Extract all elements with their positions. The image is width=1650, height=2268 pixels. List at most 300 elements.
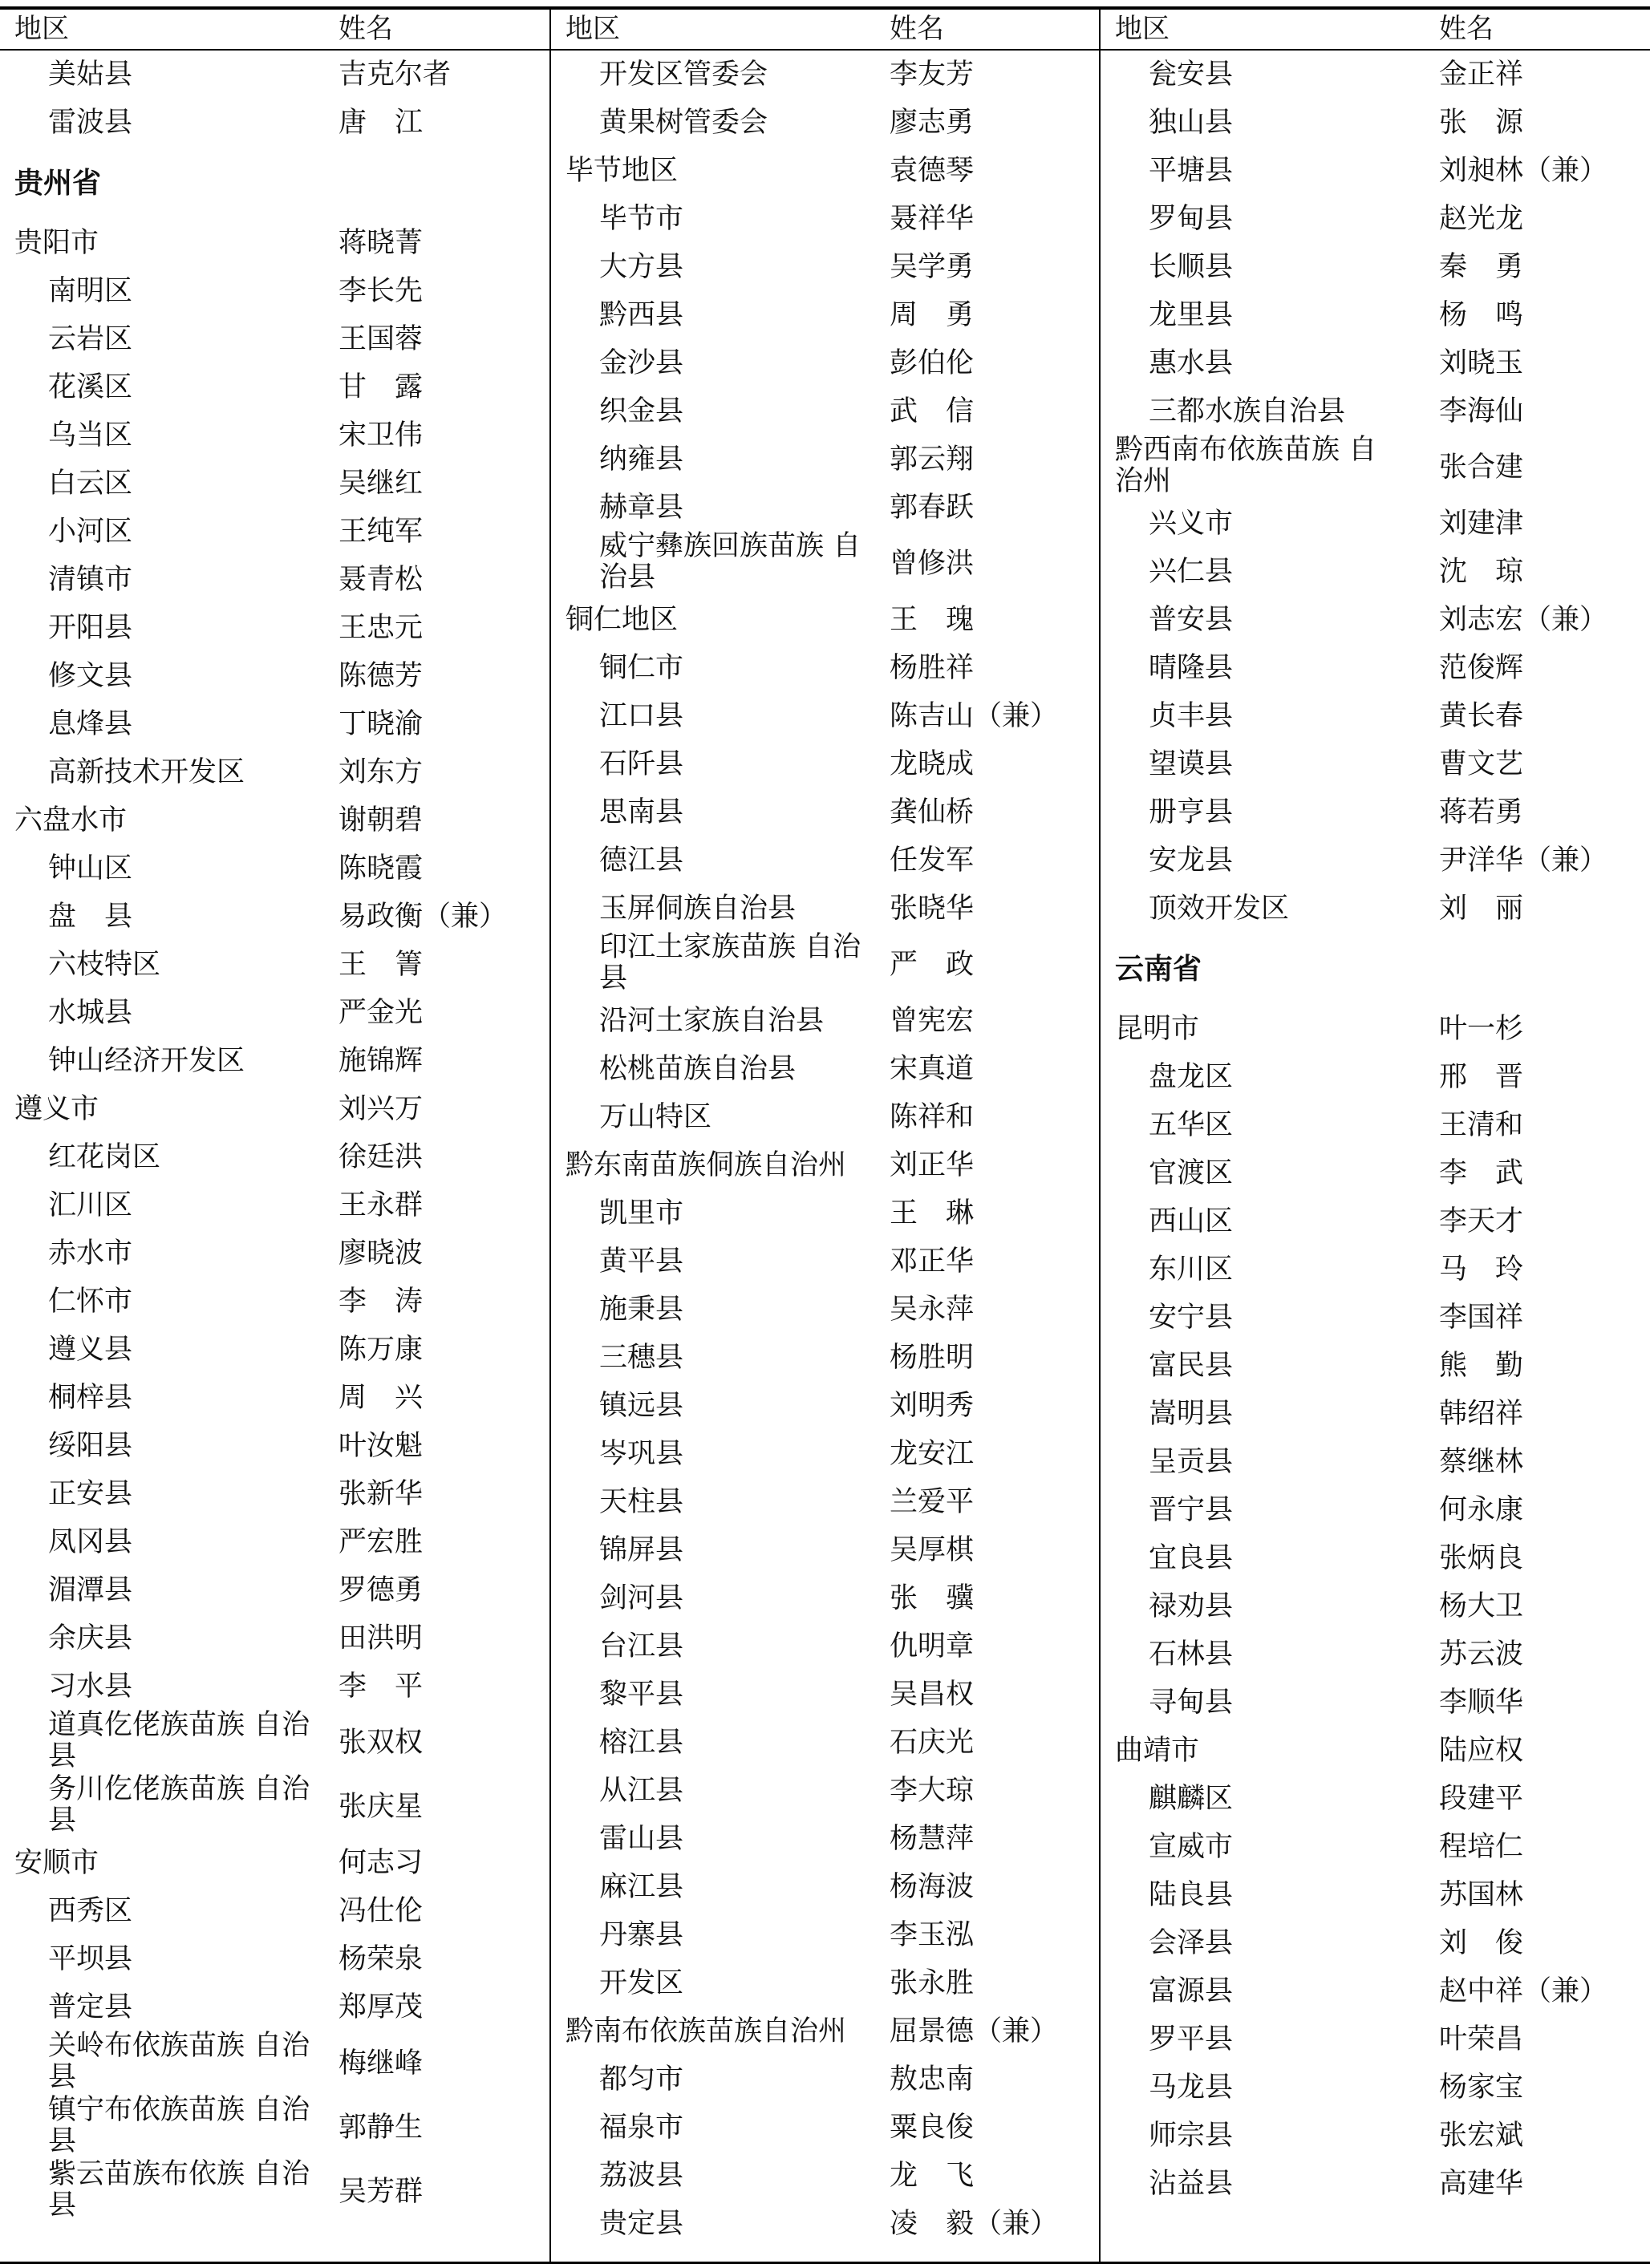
region-cell: 赫章县 [599,492,684,524]
name-cell: 杨海波 [890,1871,975,1903]
region-cell: 望谟县 [1149,748,1234,780]
name-cell: 马 玲 [1439,1253,1524,1286]
table-row [551,996,1101,1044]
table-row [1101,242,1650,290]
name-cell: 粟良俊 [890,2112,975,2144]
column-rows [0,50,549,2223]
table-row [0,1229,549,1277]
table-row [0,651,549,699]
name-cell: 李玉泓 [890,1919,975,1951]
region-cell: 三都水族自治县 [1149,395,1346,427]
name-cell: 王 箐 [339,949,424,981]
region-cell: 凤冈县 [48,1526,133,1558]
table-row [0,1036,549,1084]
table-row [0,2031,549,2095]
name-cell: 宋卫伟 [339,419,424,452]
region-cell: 盘龙区 [1149,1061,1234,1093]
region-cell: 禄劝县 [1149,1590,1234,1622]
table-row [1101,739,1650,788]
name-cell: 李顺华 [1439,1687,1524,1719]
name-cell: 仇明章 [890,1630,975,1663]
region-cell: 罗平县 [1149,2023,1234,2055]
name-cell: 吉克尔者 [339,59,452,91]
table-row [0,1710,549,1774]
table-row [1101,1533,1650,1582]
region-cell: 黔西县 [599,299,684,331]
name-cell: 王永群 [339,1189,424,1221]
table-row [551,2199,1101,2247]
region-cell: 花溪区 [48,371,133,403]
name-cell: 吴学勇 [890,251,975,283]
name-cell: 李天才 [1439,1205,1524,1237]
region-cell: 岑巩县 [599,1438,684,1470]
table-row [1101,2015,1650,2063]
table-row [0,1662,549,1710]
table-row [0,1084,549,1132]
region-cell: 余庆县 [48,1622,133,1654]
name-cell: 田洪明 [339,1622,424,1654]
table-row [551,691,1101,739]
name-cell: 杨荣泉 [339,1943,424,1975]
table-row [551,1958,1101,2007]
name-cell: 叶荣昌 [1439,2023,1524,2055]
region-cell: 剑河县 [599,1582,684,1614]
name-cell: 周 勇 [890,299,975,331]
region-cell: 普安县 [1149,604,1234,636]
region-cell: 黔东南苗族侗族自治州 [566,1149,847,1181]
region-cell: 纳雍县 [599,443,684,476]
table-row [0,314,549,362]
region-cell: 正安县 [48,1478,133,1510]
region-cell: 南明区 [48,275,133,307]
region-cell: 西山区 [1149,1205,1234,1237]
region-cell: 德江县 [599,844,684,877]
name-cell: 王 瑰 [890,604,975,636]
region-cell: 黔南布依族苗族自治州 [566,2015,847,2047]
name-cell: 刘建津 [1439,508,1524,540]
province-heading-row [1101,932,1650,1004]
region-cell: 织金县 [599,395,684,427]
table-row [0,1373,549,1421]
region-cell: 遵义市 [14,1093,99,1125]
name-cell: 高建华 [1439,2168,1524,2200]
name-cell: 李海仙 [1439,395,1524,427]
name-cell: 吴厚棋 [890,1534,975,1566]
name-cell: 唐 江 [339,107,424,139]
name-cell: 吴继红 [339,468,424,500]
table-row [551,836,1101,884]
region-cell: 会泽县 [1149,1927,1234,1959]
name-cell: 刘 丽 [1439,893,1524,925]
region-cell: 松桃苗族自治县 [599,1053,797,1085]
name-cell: 段建平 [1439,1783,1524,1815]
table-row [0,1277,549,1325]
region-cell: 修文县 [48,660,133,692]
table-row [551,435,1101,483]
name-cell: 杨慧萍 [890,1823,975,1855]
region-cell: 锦屏县 [599,1534,684,1566]
name-cell: 龙 飞 [890,2160,975,2192]
name-cell: 苏云波 [1439,1638,1524,1671]
column-header [0,10,549,48]
table-row [0,555,549,603]
region-cell: 安顺市 [14,1847,99,1879]
region-cell: 雷山县 [599,1823,684,1855]
region-cell: 西秀区 [48,1895,133,1927]
region-cell: 马龙县 [1149,2072,1234,2104]
region-cell: 罗甸县 [1149,203,1234,235]
name-cell: 陈祥和 [890,1101,975,1133]
name-cell: 严宏胜 [339,1526,424,1558]
region-cell: 息烽县 [48,708,133,740]
name-cell: 陈吉山（兼） [890,700,1059,732]
table-row [551,1333,1101,1381]
name-cell: 刘志宏（兼） [1439,604,1608,636]
region-cell: 都匀市 [599,2063,684,2096]
region-cell: 钟山区 [48,853,133,885]
region-cell: 福泉市 [599,2112,684,2144]
column-header [551,10,1101,48]
table-row [551,2055,1101,2103]
region-cell: 红花岗区 [48,1141,161,1173]
region-cell: 石林县 [1149,1638,1234,1671]
region-cell: 赤水市 [48,1237,133,1270]
region-cell: 天柱县 [599,1486,684,1518]
table-row [0,892,549,940]
name-cell: 曹文艺 [1439,748,1524,780]
table-row [0,2159,549,2223]
table-row [551,1525,1101,1573]
region-cell: 瓮安县 [1149,59,1234,91]
table-row [0,844,549,892]
region-cell: 黄平县 [599,1245,684,1278]
name-cell: 徐廷洪 [339,1141,424,1173]
table-row [551,531,1101,595]
table-row [1101,1822,1650,1870]
table-row [1101,1197,1650,1245]
table-row [1101,1437,1650,1485]
table-row [0,1517,549,1565]
header-region: 地区 [566,13,620,45]
table-row [0,266,549,314]
table-row [551,788,1101,836]
table-row [551,739,1101,788]
name-cell: 刘正华 [890,1149,975,1181]
region-cell: 凯里市 [599,1197,684,1229]
table-row [0,603,549,651]
region-cell: 麒麟区 [1149,1783,1234,1815]
name-cell: 宋真道 [890,1053,975,1085]
table-row [551,1622,1101,1670]
column-rows [1101,50,1650,2207]
table-row [551,1814,1101,1862]
region-cell: 铜仁市 [599,652,684,684]
name-cell: 彭伯伦 [890,347,975,379]
name-cell: 李国祥 [1439,1302,1524,1334]
table-row [551,242,1101,290]
table-row [551,1092,1101,1140]
name-cell: 刘兴万 [339,1093,424,1125]
table-row [0,1421,549,1469]
region-cell: 云岩区 [48,323,133,355]
name-cell: 陈德芳 [339,660,424,692]
region-cell: 沾益县 [1149,2168,1234,2200]
region-cell: 遵义县 [48,1334,133,1366]
table-row [1101,1726,1650,1774]
table-row [1101,1870,1650,1918]
name-cell: 曾修洪 [890,548,975,580]
region-cell: 台江县 [599,1630,684,1663]
name-cell: 甘 露 [339,371,424,403]
table-row [1101,146,1650,194]
name-cell: 任发军 [890,844,975,877]
table-row [1101,2159,1650,2207]
header-name: 姓名 [339,13,393,45]
name-cell: 韩绍祥 [1439,1398,1524,1430]
region-cell: 平塘县 [1149,155,1234,187]
region-cell: 印江土家族苗族 自治县 [599,931,861,994]
name-cell: 王 琳 [890,1197,975,1229]
name-cell: 张 骥 [890,1582,975,1614]
table-row [551,2151,1101,2199]
name-cell: 何永康 [1439,1494,1524,1526]
name-cell: 郭静生 [339,2112,424,2144]
region-cell: 顶效开发区 [1149,893,1290,925]
table-row [1101,1004,1650,1052]
table-row [1101,691,1650,739]
name-cell: 苏国林 [1439,1879,1524,1911]
region-cell: 从江县 [599,1775,684,1807]
table-row [551,884,1101,932]
region-cell: 关岭布依族苗族 自治县 [48,2030,310,2093]
table-row [0,1886,549,1934]
name-cell: 郭云翔 [890,443,975,476]
region-cell: 安宁县 [1149,1302,1234,1334]
region-cell: 湄潭县 [48,1574,133,1606]
region-cell: 道真仡佬族苗族 自治县 [48,1709,310,1772]
name-cell: 杨家宝 [1439,2072,1524,2104]
table-row [0,1774,549,1838]
name-cell: 王纯军 [339,516,424,548]
name-cell: 金正祥 [1439,59,1524,91]
name-cell: 严 政 [890,949,975,981]
region-cell: 六枝特区 [48,949,161,981]
region-cell: 惠水县 [1149,347,1234,379]
name-cell: 沈 琼 [1439,556,1524,588]
name-cell: 曾宪宏 [890,1005,975,1037]
region-cell: 钟山经济开发区 [48,1045,245,1077]
region-cell: 晴隆县 [1149,652,1234,684]
name-cell: 李 武 [1439,1157,1524,1189]
name-cell: 吴永萍 [890,1294,975,1326]
table-row [1101,1052,1650,1100]
table-row [1101,2111,1650,2159]
name-cell: 邢 晋 [1439,1061,1524,1093]
table-row [551,1140,1101,1189]
table-row [1101,1293,1650,1341]
table-row [551,643,1101,691]
name-cell: 屈景德（兼） [890,2015,1059,2047]
name-cell: 聂青松 [339,564,424,596]
name-cell: 蒋晓菁 [339,227,424,259]
region-cell: 开发区 [599,1967,684,1999]
table-row [551,1044,1101,1092]
name-cell: 龙安江 [890,1438,975,1470]
name-cell: 陈晓霞 [339,853,424,885]
table-row [0,699,549,747]
name-cell: 武 信 [890,395,975,427]
table-row [0,1132,549,1181]
region-cell: 兴义市 [1149,508,1234,540]
name-cell: 赵中祥（兼） [1439,1975,1608,2007]
region-cell: 富民县 [1149,1350,1234,1382]
region-cell: 黄果树管委会 [599,107,768,139]
name-cell: 兰爱平 [890,1486,975,1518]
region-cell: 昆明市 [1115,1013,1200,1045]
name-cell: 叶一杉 [1439,1013,1524,1045]
name-cell: 郑厚茂 [339,1991,424,2023]
table-row [1101,1582,1650,1630]
region-cell: 安龙县 [1149,844,1234,877]
name-cell: 王清和 [1439,1109,1524,1141]
name-cell: 尹洋华（兼） [1439,844,1608,877]
region-cell: 毕节市 [599,203,684,235]
province-heading-row [0,146,549,218]
name-cell: 丁晓渝 [339,708,424,740]
name-cell: 龚仙桥 [890,796,975,828]
name-cell: 郭春跃 [890,492,975,524]
table-row [551,194,1101,242]
region-cell: 宣威市 [1149,1831,1234,1863]
region-cell: 龙里县 [1149,299,1234,331]
table-row [1101,1678,1650,1726]
name-cell: 易政衡（兼） [339,901,508,933]
name-cell: 敖忠南 [890,2063,975,2096]
region-cell: 玉屏侗族自治县 [599,893,797,925]
table-row [1101,387,1650,435]
name-cell: 张合建 [1439,452,1524,484]
name-cell: 陆应权 [1439,1735,1524,1767]
name-cell: 李友芳 [890,59,975,91]
name-cell: 刘昶林（兼） [1439,155,1608,187]
name-cell: 范俊辉 [1439,652,1524,684]
region-cell: 丹寨县 [599,1919,684,1951]
name-cell: 蒋若勇 [1439,796,1524,828]
region-cell: 普定县 [48,1991,133,2023]
table-row [551,1189,1101,1237]
name-cell: 张晓华 [890,893,975,925]
table-row [1101,836,1650,884]
name-cell: 冯仕伦 [339,1895,424,1927]
table-row [1101,643,1650,691]
name-cell: 严金光 [339,997,424,1029]
name-cell: 叶汝魁 [339,1430,424,1462]
table-row [0,988,549,1036]
table-row [0,1614,549,1662]
region-cell: 东川区 [1149,1253,1234,1286]
name-cell: 聂祥华 [890,203,975,235]
region-cell: 富源县 [1149,1975,1234,2007]
name-cell: 廖晓波 [339,1237,424,1270]
table-row [0,362,549,411]
region-cell: 威宁彝族回族苗族 自治县 [599,530,861,593]
table-row [1101,1341,1650,1389]
name-cell: 张永胜 [890,1967,975,1999]
region-cell: 平坝县 [48,1943,133,1975]
table-row [1101,2063,1650,2111]
table-row [0,1181,549,1229]
region-cell: 开发区管委会 [599,59,768,91]
region-cell: 盘 县 [48,901,133,933]
table-row [0,1565,549,1614]
table-row [0,747,549,796]
table-row [551,1429,1101,1477]
table-row [1101,595,1650,643]
table-row [551,2007,1101,2055]
table-row [1101,338,1650,387]
name-cell: 杨胜祥 [890,652,975,684]
name-cell: 张新华 [339,1478,424,1510]
table-row [551,1670,1101,1718]
table-row [551,1573,1101,1622]
table-row [551,932,1101,996]
name-cell: 陈万康 [339,1334,424,1366]
region-cell: 贵阳市 [14,227,99,259]
table-row [551,1237,1101,1285]
table-row [1101,194,1650,242]
table-row [1101,290,1650,338]
name-cell: 凌 毅（兼） [890,2208,1059,2240]
region-cell: 册亨县 [1149,796,1234,828]
name-cell: 吴芳群 [339,2176,424,2208]
region-cell: 官渡区 [1149,1157,1234,1189]
region-cell: 绥阳县 [48,1430,133,1462]
table-row [1101,1245,1650,1293]
table-row [0,940,549,988]
table-row [1101,1148,1650,1197]
name-cell: 周 兴 [339,1382,424,1414]
table-row [1101,1966,1650,2015]
region-cell: 麻江县 [599,1871,684,1903]
table-row [0,1325,549,1373]
region-cell: 习水县 [48,1671,133,1703]
table-row [0,1838,549,1886]
table-row [551,1381,1101,1429]
region-cell: 宜良县 [1149,1542,1234,1574]
name-cell: 罗德勇 [339,1574,424,1606]
region-cell: 清镇市 [48,564,133,596]
name-cell: 张炳良 [1439,1542,1524,1574]
region-cell: 小河区 [48,516,133,548]
table-row [1101,547,1650,595]
table-row [1101,435,1650,499]
region-cell: 黎平县 [599,1679,684,1711]
region-cell: 高新技术开发区 [48,756,245,788]
table-column-2 [551,0,1101,2262]
name-cell: 张双权 [339,1727,424,1759]
region-cell: 毕节地区 [566,155,679,187]
region-cell: 呈贡县 [1149,1446,1234,1478]
table-row [551,1766,1101,1814]
region-cell: 镇远县 [599,1390,684,1422]
region-cell: 石阡县 [599,748,684,780]
region-cell: 江口县 [599,700,684,732]
region-cell: 乌当区 [48,419,133,452]
name-cell: 王国蓉 [339,323,424,355]
region-cell: 沿河土家族自治县 [599,1005,825,1037]
region-cell: 三穗县 [599,1342,684,1374]
table-row [0,50,549,98]
